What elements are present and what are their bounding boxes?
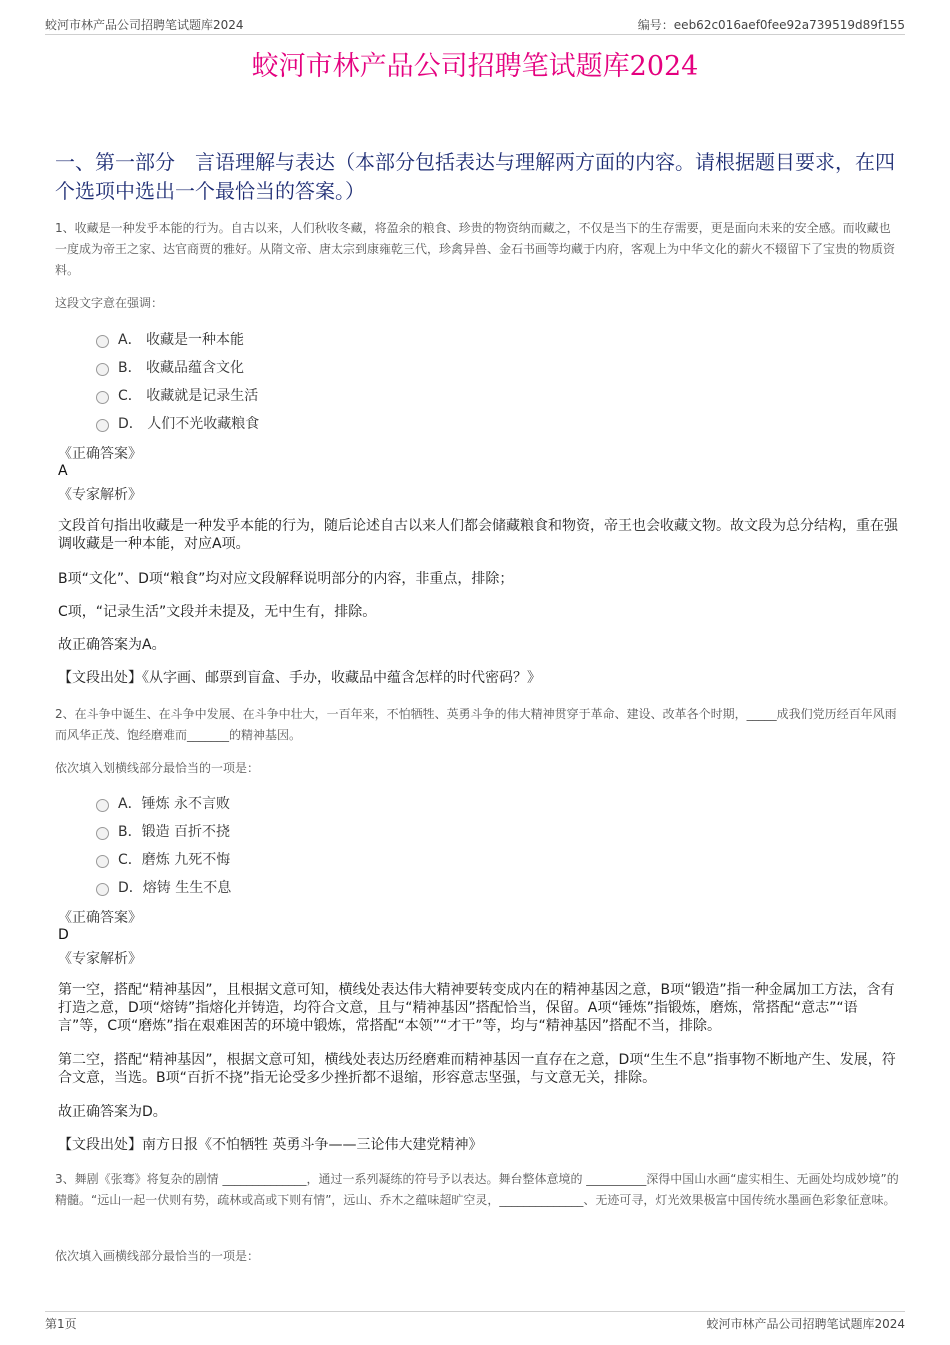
q1-answer-label: 《正确答案》 [58, 446, 142, 462]
q2-analysis-p1: 第一空，搭配“精神基因”，且根据文意可知，横线处表达伟大精神要转变成内在的精神基因之意，B项“锻造”指一种金属加工方法，含有打造之意，D项“熔铸”指熔化并铸造，均符合文意，且与“精神基因”搭配恰当，保留。A项“锤炼”指锻炼，磨炼，常搭配“意志”“语言”等，C项“磨炼”指在艰难困苦的环境中锻炼，常搭配“本领”“才干”等，均与“精神基因”搭配不当，排除。 [58, 982, 895, 1034]
q1-analysis-p3: C项，“记录生活”文段并未提及，无中生有，排除。 [58, 604, 377, 620]
q1-analysis-label: 《专家解析》 [58, 487, 142, 503]
q2-analysis-p3: 故正确答案为D。 [58, 1104, 167, 1120]
radio-icon[interactable] [96, 799, 109, 812]
q1-option-c[interactable]: C． 收藏就是记录生活 [96, 385, 258, 405]
section-heading: 一、第一部分 言语理解与表达（本部分包括表达与理解两方面的内容。请根据题目要求，在四个选项中选出一个最恰当的答案。） [55, 150, 895, 203]
q2-analysis-p2: 第二空，搭配“精神基因”，根据文意可知，横线处表达历经磨难而精神基因一直存在之意，D项“生生不息”指事物不断地产生、发展，符合文意，当选。B项“百折不挠”指无论受多少挫折都不退缩，形容意志坚强，与文意无关，排除。 [58, 1052, 896, 1086]
q1-option-b[interactable]: B． 收藏品蕴含文化 [96, 357, 244, 377]
q2-answer: D [58, 927, 69, 943]
q1-option-d[interactable]: D． 人们不光收藏粮食 [96, 413, 259, 433]
q1-source: 【文段出处】《从字画、邮票到盲盒、手办，收藏品中蕴含怎样的时代密码？》 [58, 670, 541, 686]
page-number: 第1页 [45, 1317, 77, 1331]
q1-prompt: 这段文字意在强调： [55, 296, 164, 310]
q2-option-a[interactable]: A．锤炼 永不言败 [96, 793, 230, 813]
q2-option-d[interactable]: D．熔铸 生生不息 [96, 877, 231, 897]
q2-option-b[interactable]: B．锻造 百折不挠 [96, 821, 230, 841]
q2-prompt: 依次填入划横线部分最恰当的一项是： [55, 761, 260, 775]
header-left-title: 蛟河市林产品公司招聘笔试题库2024 [45, 18, 244, 32]
page-header [45, 14, 905, 35]
q1-analysis-p2: B项“文化”、D项“粮食”均对应文段解释说明部分的内容，非重点，排除； [58, 571, 514, 587]
q3-stem: 3、舞剧《张骞》将复杂的剧情 ______________，通过一系列凝练的符号予以表达。舞台整体意境的 __________深得中国山水画“虚实相生、无画处均成妙境”的精髓。“远山一起一伏则有势，疏林或高或下则有情”，远山、乔木之蕴味超旷空灵，______________、无迹可寻，灯光效果极富中国传统水墨画色彩象征意味。 [55, 1172, 899, 1207]
radio-icon[interactable] [96, 855, 109, 868]
q2-analysis-label: 《专家解析》 [58, 951, 142, 967]
radio-icon[interactable] [96, 335, 109, 348]
q1-analysis-p4: 故正确答案为A。 [58, 637, 166, 653]
page-title: 蛟河市林产品公司招聘笔试题库2024 [251, 51, 699, 82]
page-footer [45, 1311, 905, 1336]
q2-answer-label: 《正确答案》 [58, 910, 142, 926]
radio-icon[interactable] [96, 363, 109, 376]
q2-option-c[interactable]: C．磨炼 九死不悔 [96, 849, 230, 869]
q1-option-a[interactable]: A． 收藏是一种本能 [96, 329, 244, 349]
q2-stem: 2、在斗争中诞生、在斗争中发展、在斗争中壮大，一百年来，不怕牺牲、英勇斗争的伟大精神贯穿于革命、建设、改革各个时期，_____成我们党历经百年风雨而风华正茂、饱经磨难而_______的精神基因。 [55, 707, 897, 742]
radio-icon[interactable] [96, 827, 109, 840]
document-id: 编号：eeb62c016aef0fee92a739519d89f155 [637, 18, 905, 32]
q1-answer: A [58, 463, 68, 479]
radio-icon[interactable] [96, 391, 109, 404]
radio-icon[interactable] [96, 883, 109, 896]
q1-stem: 1、收藏是一种发乎本能的行为。自古以来，人们秋收冬藏，将盈余的粮食、珍贵的物资纳而藏之，不仅是当下的生存需要，更是面向未来的安全感。而收藏也一度成为帝王之家、达官商贾的雅好。从隋文帝、唐太宗到康雍乾三代，珍禽异兽、金石书画等均藏于内府，客观上为中华文化的薪火不辍留下了宝贵的物质资料。 [55, 221, 896, 277]
q3-prompt: 依次填入画横线部分最恰当的一项是： [55, 1249, 260, 1263]
q2-source: 【文段出处】南方日报《不怕牺牲 英勇斗争——三论伟大建党精神》 [58, 1137, 483, 1153]
q1-analysis-p1: 文段首句指出收藏是一种发乎本能的行为，随后论述自古以来人们都会储藏粮食和物资，帝王也会收藏文物。故文段为总分结构，重在强调收藏是一种本能，对应A项。 [58, 518, 898, 552]
footer-title: 蛟河市林产品公司招聘笔试题库2024 [706, 1317, 905, 1331]
radio-icon[interactable] [96, 419, 109, 432]
